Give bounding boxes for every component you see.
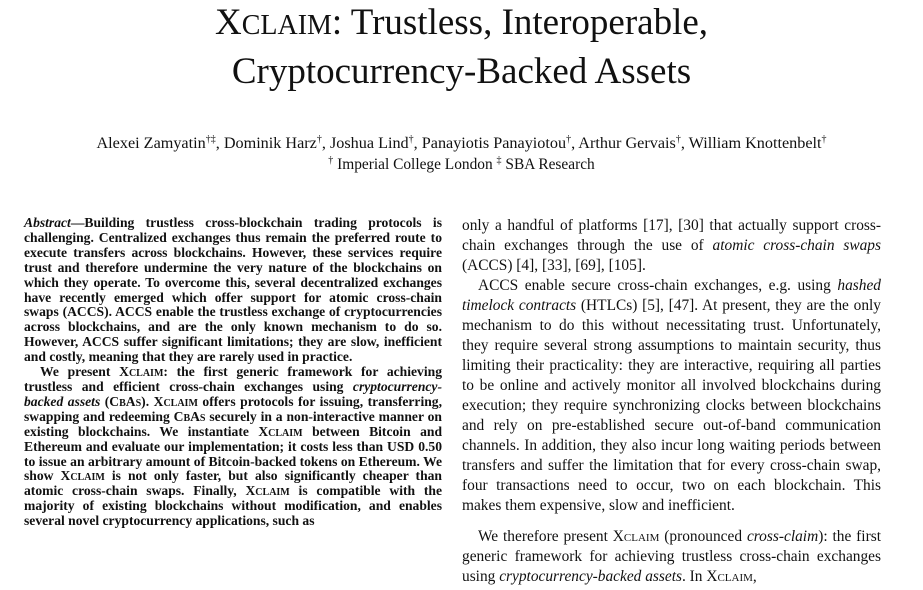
affiliation-mark: †‡ bbox=[205, 134, 216, 145]
intro-paragraph-2 bbox=[462, 276, 881, 516]
body-text: (ACCS) [4], [33], [69], [105]. bbox=[462, 257, 646, 274]
author-separator: , bbox=[413, 134, 422, 152]
title-brand-initial: X bbox=[214, 2, 242, 43]
abstract-text: is not only faster, but also significantly cheaper than atomic cross-chain swaps. Finally, bbox=[24, 468, 442, 499]
abstract-text: securely in a non-interactive manner on existing blockchains. We instantiate bbox=[24, 408, 442, 439]
abstract-text: We present bbox=[40, 364, 120, 380]
author-separator: , bbox=[571, 134, 579, 152]
body-text: We therefore present bbox=[478, 528, 613, 545]
body-text: ACCS enable secure cross-chain exchanges, e.g. using bbox=[478, 277, 838, 294]
body-text: , bbox=[752, 568, 757, 585]
xclaim-name: Xclaim bbox=[119, 364, 164, 380]
xclaim-name: Xclaim bbox=[245, 483, 290, 499]
title-line-2: Cryptocurrency-Backed Assets bbox=[231, 51, 692, 92]
body-text: (pronounced bbox=[659, 528, 747, 545]
body-text: ): the first generic framework for achieving trustless cross-chain exchanges using bbox=[462, 528, 881, 585]
author-name: Alexei Zamyatin bbox=[96, 134, 206, 152]
affiliation-mark: † bbox=[408, 134, 414, 145]
author-separator: , bbox=[215, 134, 224, 152]
affiliation-mark: † bbox=[821, 134, 827, 145]
abstract-text: ( bbox=[100, 393, 110, 409]
paper-title bbox=[0, 0, 923, 95]
author-name: Arthur Gervais bbox=[578, 134, 676, 152]
affiliation-mark: † bbox=[566, 134, 572, 145]
affiliation-institution: SBA Research bbox=[501, 156, 595, 173]
abstract-text: offers protocols for issuing, transferring, swapping and redeeming bbox=[24, 393, 442, 424]
abstract-text: : the first generic framework for achieving trustless and efficient cross-chain exchanges using bbox=[24, 364, 442, 394]
body-text: . In bbox=[681, 568, 707, 585]
body-term: atomic cross-chain swaps bbox=[712, 237, 881, 254]
xclaim-name: Xclaim bbox=[706, 568, 753, 585]
abstract-column bbox=[24, 216, 442, 529]
title-brand-rest: CLAIM bbox=[241, 10, 332, 41]
abstract-label: Abstract bbox=[24, 215, 71, 230]
author-separator: , bbox=[680, 134, 689, 152]
title-line-1 bbox=[0, 0, 923, 49]
abstract-paragraph-2 bbox=[24, 365, 442, 529]
xclaim-name: Xclaim bbox=[60, 468, 105, 484]
affiliation-mark: ‡ bbox=[496, 155, 502, 166]
author-name: Dominik Harz bbox=[223, 134, 317, 152]
abstract-term: cryptocurrency-backed assets bbox=[24, 378, 442, 409]
affiliation-institution: Imperial College London bbox=[333, 156, 497, 173]
author-name: Joshua Lind bbox=[329, 134, 409, 152]
affiliation-mark: † bbox=[316, 134, 322, 145]
affiliation-line bbox=[0, 155, 923, 175]
abstract-text: is compatible with the majority of existing blockchains without modification, and enables several novel cryptocurrency applications, such as bbox=[24, 483, 442, 529]
introduction-column bbox=[462, 216, 881, 587]
abstract-text: ). bbox=[141, 393, 154, 409]
abstract-text: Building trustless cross-blockchain trading protocols is challenging. Centralized exchanges thus remain the preferred route to execute transfers across blockchains. However, these services require trust and therefore undermine the very nature of the blockchains on which they operate. To overcome this, several decentralized exchanges have recently emerged which offer support for atomic cross-chain swaps (ACCS). ACCS enable the trustless exchange of cryptocurrencies across blockchains, and are the only known mechanism to do so. However, ACCS suffer significant limitations; they are slow, inefficient and costly, meaning that they are rarely used in practice. bbox=[24, 215, 442, 365]
abstract-paragraph-1 bbox=[24, 216, 442, 365]
body-term: hashed timelock contracts bbox=[462, 277, 881, 314]
author-name: Panayiotis Panayiotou bbox=[421, 134, 567, 152]
xclaim-name: Xclaim bbox=[612, 528, 660, 545]
author-separator: , bbox=[321, 134, 330, 152]
author-list bbox=[0, 133, 923, 153]
xclaim-name: Xclaim bbox=[258, 423, 303, 439]
body-term: cryptocurrency-backed assets bbox=[499, 568, 682, 585]
cbas-name: CbAs bbox=[173, 408, 206, 424]
intro-paragraph-1 bbox=[462, 216, 881, 276]
body-text: (HTLCs) [5], [47]. At present, they are the only mechanism to do this without necessitating trust. Unfortunately, they require several strong assumptions to maintain security, thus limiting their practicality: they are interactive, requiring all parties to be online and actively monitor all involved blockchains during execution; they require synchronizing clocks between blockchains and rely on pre-established secure out-of-band communication channels. In addition, they also incur long waiting periods between transfers and suffer the limitation that for every cross-chain swap, four transactions need to occur, two on each blockchain. This makes them expensive, slow and inefficient. bbox=[462, 297, 881, 514]
title-line-1-rest: : Trustless, Interoperable, bbox=[331, 2, 709, 43]
affiliation-mark: † bbox=[675, 134, 681, 145]
body-term: cross-claim bbox=[746, 528, 819, 545]
xclaim-name: Xclaim bbox=[153, 393, 198, 409]
affiliation-mark: † bbox=[328, 155, 334, 166]
cbas-name: CbAs bbox=[109, 393, 142, 409]
body-text: only a handful of platforms [17], [30] that actually support cross-chain exchanges through the use of bbox=[462, 217, 881, 254]
intro-paragraph-3 bbox=[462, 527, 881, 587]
abstract-dash: — bbox=[70, 215, 85, 230]
abstract-text: between Bitcoin and Ethereum and evaluate our implementation; it costs less than USD 0.50 to issue an arbitrary amount of Bitcoin-backed tokens on Ethereum. We show bbox=[24, 423, 442, 484]
author-name: William Knottenbelt bbox=[688, 134, 822, 152]
